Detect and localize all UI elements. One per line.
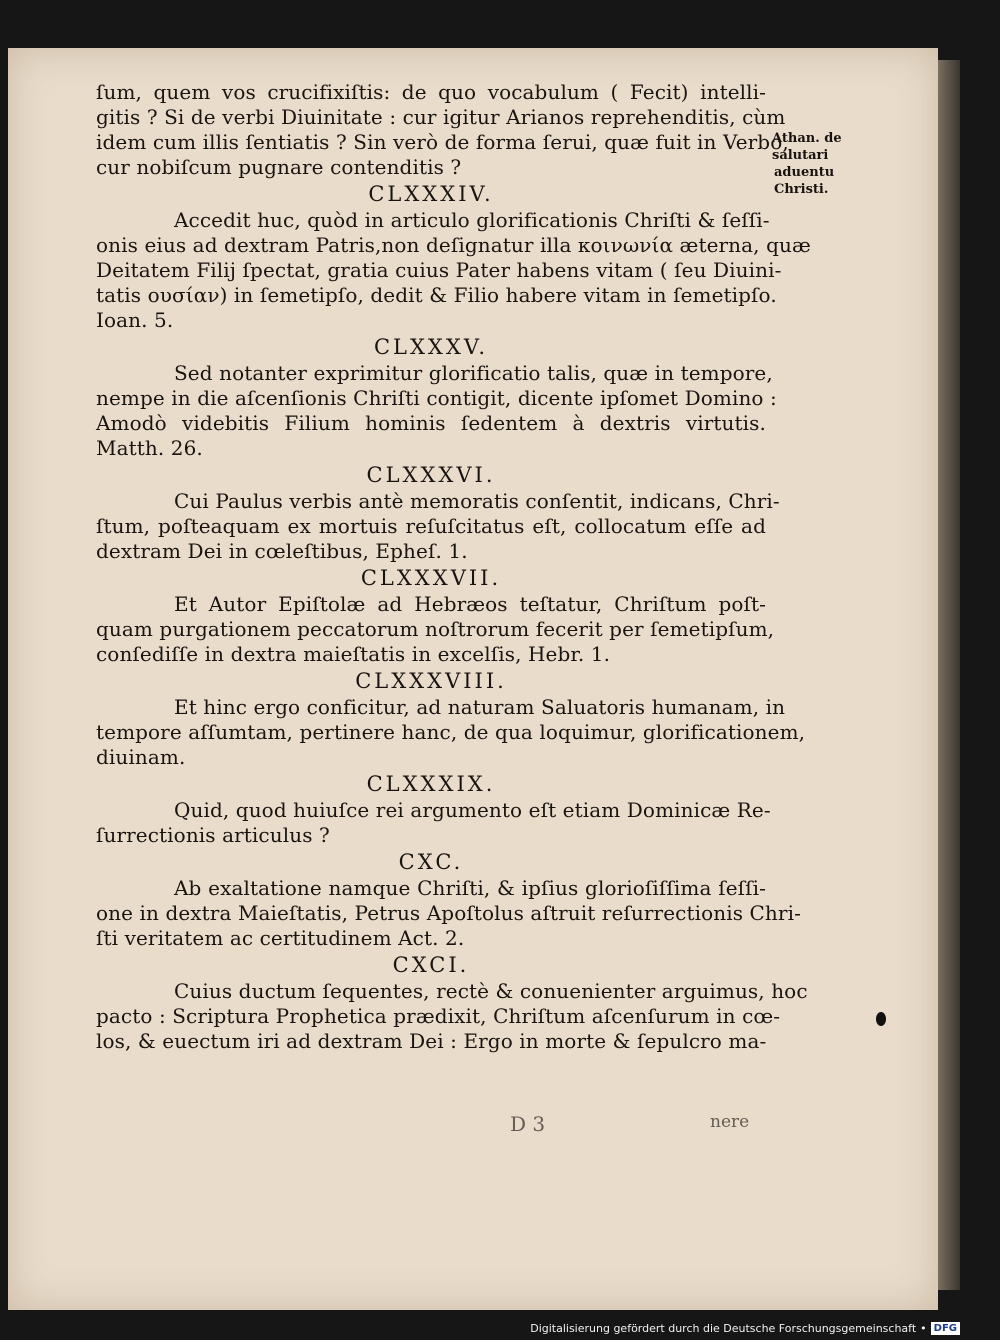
- section-number: CLXXXV.: [373, 335, 489, 359]
- section-number: CLXXXVII.: [360, 566, 502, 590]
- text-line: ſtum, poſteaquam ex mortuis reſuſcitatus eſt, collocatum eſſe ad: [96, 514, 766, 538]
- text-line: cur nobiſcum pugnare contenditis ?: [96, 155, 462, 179]
- section-number: CLXXXIV.: [368, 182, 494, 206]
- text-line: Accedit huc, quòd in articulo glorificationis Chriſti & ſeſſi-: [174, 208, 770, 232]
- text-line: Quid, quod huiuſce rei argumento eſt etiam Dominicæ Re-: [174, 798, 771, 822]
- footer-separator-icon: •: [920, 1322, 927, 1335]
- text-line: Amodò videbitis Filium hominis ſedentem à dextris virtutis.: [96, 411, 766, 435]
- text-line: los, & euectum iri ad dextram Dei : Ergo in morte & ſepulcro ma-: [96, 1029, 767, 1053]
- marginal-note-line: Christi.: [774, 182, 829, 197]
- text-line: Ioan. 5.: [96, 308, 174, 332]
- marginal-note-line: Athan. de: [772, 131, 842, 146]
- text-line: ſurrectionis articulus ?: [96, 823, 330, 847]
- text-line: idem cum illis ſentiatis ? Sin verò de forma ſerui, quæ fuit in Verbo,: [96, 130, 789, 154]
- catchword: nere: [710, 1112, 750, 1132]
- section-number: CXC.: [398, 850, 464, 874]
- text-line: onis eius ad dextram Patris,non deſignatur illa κοινωνία æterna, quæ: [96, 233, 811, 257]
- text-line: conſediſſe in dextra maieſtatis in excelſis, Hebr. 1.: [96, 642, 611, 666]
- text-line: Cuius ductum ſequentes, rectè & conuenienter arguimus, hoc: [174, 979, 808, 1003]
- text-line: ſum, quem vos crucifixiſtis: de quo vocabulum ( Fecit) intelli-: [96, 80, 766, 104]
- page-edge: [938, 60, 960, 1290]
- text-line: dextram Dei in cœleſtibus, Epheſ. 1.: [96, 539, 468, 563]
- ink-blot: [876, 1012, 886, 1026]
- text-line: quam purgationem peccatorum noſtrorum fecerit per ſemetipſum,: [96, 617, 775, 641]
- text-line: pacto : Scriptura Prophetica prædixit, Chriſtum aſcenſurum in cœ-: [96, 1004, 781, 1028]
- text-line: Sed notanter exprimitur glorificatio talis, quæ in tempore,: [174, 361, 773, 385]
- text-line: one in dextra Maieſtatis, Petrus Apoſtolus aſtruit reſurrectionis Chri-: [96, 901, 801, 925]
- text-line: Et Autor Epiſtolæ ad Hebræos teſtatur, Chriſtum poſt-: [174, 592, 766, 616]
- dfg-logo-icon: DFG: [931, 1322, 960, 1335]
- text-line: Cui Paulus verbis antè memoratis conſentit, indicans, Chri-: [174, 489, 780, 513]
- text-line: diuinam.: [96, 745, 186, 769]
- text-line: tatis ουσίαν) in ſemetipſo, dedit & Filio habere vitam in ſemetipſo.: [96, 283, 777, 307]
- footer-text: Digitalisierung gefördert durch die Deutsche Forschungsgemeinschaft: [530, 1322, 917, 1335]
- text-line: Deitatem Filij ſpectat, gratia cuius Pater habens vitam ( ſeu Diuini-: [96, 258, 782, 282]
- text-line: Matth. 26.: [96, 436, 203, 460]
- section-number: CLXXXIX.: [366, 772, 496, 796]
- text-line: tempore aſſumtam, pertinere hanc, de qua loquimur, glorificationem,: [96, 720, 806, 744]
- signature-mark: D 3: [510, 1112, 546, 1136]
- text-line: Et hinc ergo conficitur, ad naturam Saluatoris humanam, in: [174, 695, 786, 719]
- marginal-note-line: salutari: [772, 148, 829, 163]
- section-number: CLXXXVI.: [366, 463, 496, 487]
- marginal-note-line: aduentu: [774, 165, 835, 180]
- digitization-footer: [530, 1322, 960, 1335]
- text-line: ſti veritatem ac certitudinem Act. 2.: [96, 926, 465, 950]
- section-number: CXCI.: [392, 953, 470, 977]
- text-line: gitis ? Si de verbi Diuinitate : cur igitur Arianos reprehenditis, cùm: [96, 105, 786, 129]
- section-number: CLXXXVIII.: [355, 669, 507, 693]
- text-line: nempe in die aſcenſionis Chriſti contigit, dicente ipſomet Domino :: [96, 386, 777, 410]
- text-line: Ab exaltatione namque Chriſti, & ipſius glorioſiſſima ſeſſi-: [174, 876, 766, 900]
